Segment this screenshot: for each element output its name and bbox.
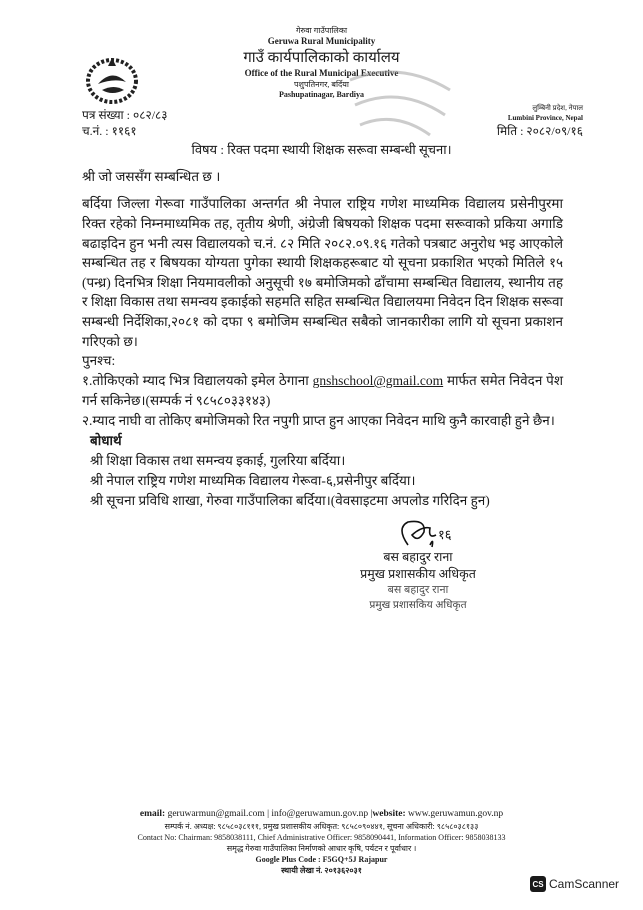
- cc-item: श्री शिक्षा विकास तथा समन्वय इकाई, गुलरिया बर्दिया।: [90, 453, 346, 469]
- cc-item: श्री नेपाल राष्ट्रिय गणेश माध्यमिक विद्यालय गेरूवा-६,प्रसेनीपुर बर्दिया।: [90, 473, 416, 489]
- province-en: Lumbini Province, Nepal: [507, 113, 583, 122]
- signatory-name: बस बहादुर राना: [383, 550, 453, 565]
- postscript-item-2: २.म्याद नाघी वा तोकिए बमोजिमको रित नपुगी प्राप्त हुन आएका निवेदन माथि कुनै कारवाही हुने छैन।: [82, 413, 555, 429]
- item1-contact: मार्फत समेत निवेदन पेश गर्न सकिनेछ।(सम्पर्क नं ९८५८०३३१४३): [82, 373, 563, 409]
- svg-text:१६: १६: [438, 527, 452, 543]
- footer-website[interactable]: www.geruwamun.gov.np: [405, 809, 504, 819]
- letterhead: [0, 26, 643, 101]
- header-office-en: Office of the Rural Municipal Executive: [244, 68, 399, 79]
- footer-slogan: समृद्ध गेरुवा गाउँपालिका निर्माणको आधार कृषि, पर्यटन र पूर्वाधार ।: [226, 844, 417, 853]
- letter-number: पत्र संख्या : ०८२/८३: [82, 107, 168, 122]
- camscanner-watermark: [530, 876, 619, 892]
- header-address-np: पशुपतिनगर, बर्दिया: [294, 80, 349, 90]
- subject-line: विषय : रिक्त पदमा स्थायी शिक्षक सरूवा सम्बन्धी सूचना।: [191, 141, 452, 157]
- title-stamp: प्रमुख प्रशासकिय अधिकृत: [369, 600, 467, 612]
- addressee: श्री जो जससँग सम्बन्धित छ ।: [82, 168, 221, 184]
- name-stamp: बस बहादुर राना: [387, 584, 449, 597]
- postscript-item-1: [82, 371, 563, 411]
- camscanner-icon: CS: [530, 876, 546, 892]
- footer-plus-code: Google Plus Code : F5GQ+5J Rajapur: [255, 855, 388, 864]
- letter-content: [0, 159, 643, 511]
- postscript-heading: पुनश्च:: [82, 353, 116, 369]
- footer-contact-np: सम्पर्क नं. अध्यक्ष: ९८५८०३८१११, प्रमुख प्रशासकीय अधिकृत: ९८५८०९०४४१, सूचना अधिकारी: ९८५८०३८१३३: [164, 822, 479, 831]
- footer-emails[interactable]: geruwarmun@gmail.com | info@geruwamun.gov.np |: [165, 809, 373, 819]
- dispatch-number: च.नं. : ११६१: [82, 123, 137, 138]
- handwritten-signature: [378, 519, 458, 549]
- header-municipality-np: गेरुवा गाउँपालिका: [295, 26, 348, 35]
- cc-heading: बोधार्थ: [90, 433, 122, 449]
- school-email-link[interactable]: gnshschool@gmail.com: [312, 373, 444, 389]
- camscanner-label: CamScanner: [549, 877, 620, 891]
- cc-item: श्री सूचना प्रविधि शाखा, गेरुवा गाउँपालिका बर्दिया।(वेवसाइटमा अपलोड गरिदिन हुन): [90, 493, 490, 509]
- header-municipality-en: Geruwa Rural Municipality: [267, 36, 376, 47]
- header-address-en: Pashupatinagar, Bardiya: [278, 90, 365, 100]
- notice-body: बर्दिया जिल्ला गेरूवा गाउँपालिका अन्तर्गत श्री नेपाल राष्ट्रिय गणेश माध्यमिक विद्यालय प्रसेनीपुरमा रिक्त रहेको निम्नमाध्यमिक तह, तृतीय श्रेणी, अंग्रेजी बिषयको शिक्षक पदमा सरूवाको प्रकिया अगाडि बढाइदिन हुन भनी त्यस विद्यालयको च.नं. ८२ मिति २०८२.०९.१६ गतेको पत्रबाट अनुरोध भइ आएकोले सम्बन्धित तह र बिषयका योग्यता पुगेका स्थायी शिक्षकहरूबाट यो सूचना प्रकाशित भएको मितिले १५ (पन्ध्र) दिनभित्र शिक्षा नियमावलीको अनुसूची १७ बमोजिमको ढाँचामा सम्बन्धित विद्यालय, स्थानीय तह र शिक्षा विकास तथा समन्वय इकाईको सहमति सहित सम्बन्धित विद्यालयमा निवेदन दिन शिक्षक सरूवा सम्बन्धी निर्देशिका,२०८१ को दफा ९ बमोजिम सम्बन्धित सबैको जानकारीका लागि यो सूचना प्रकाशन गरिएको छ।: [82, 196, 563, 349]
- email-label: email:: [139, 809, 166, 819]
- letter-meta: [0, 103, 643, 139]
- reference-numbers: [82, 107, 168, 139]
- website-label: website:: [372, 809, 406, 819]
- footer-pan: स्थायी लेखा नं. २०१३६२०३१: [281, 866, 362, 875]
- province-np: लुम्बिनी प्रदेश, नेपाल: [532, 103, 583, 112]
- nepal-emblem-logo: [84, 54, 140, 106]
- footer-contact-en: Contact No: Chairman: 9858038111, Chief Administrative Officer: 9858090441, Information Officer: 9858038133: [137, 833, 506, 842]
- footer-contact-web: [0, 808, 643, 821]
- signature-block: [333, 519, 503, 613]
- header-office-np: गाउँ कार्यपालिकाको कार्यालय: [243, 50, 400, 67]
- signatory-title: प्रमुख प्रशासकीय अधिकृत: [360, 567, 476, 582]
- item1-text: १.तोकिएको म्याद भित्र विद्यालयको इमेल ठेगाना: [82, 373, 313, 389]
- letter-footer: [0, 798, 643, 876]
- province-and-date: [497, 103, 583, 139]
- letter-date: मिति : २०८२/०९/१६: [496, 123, 583, 138]
